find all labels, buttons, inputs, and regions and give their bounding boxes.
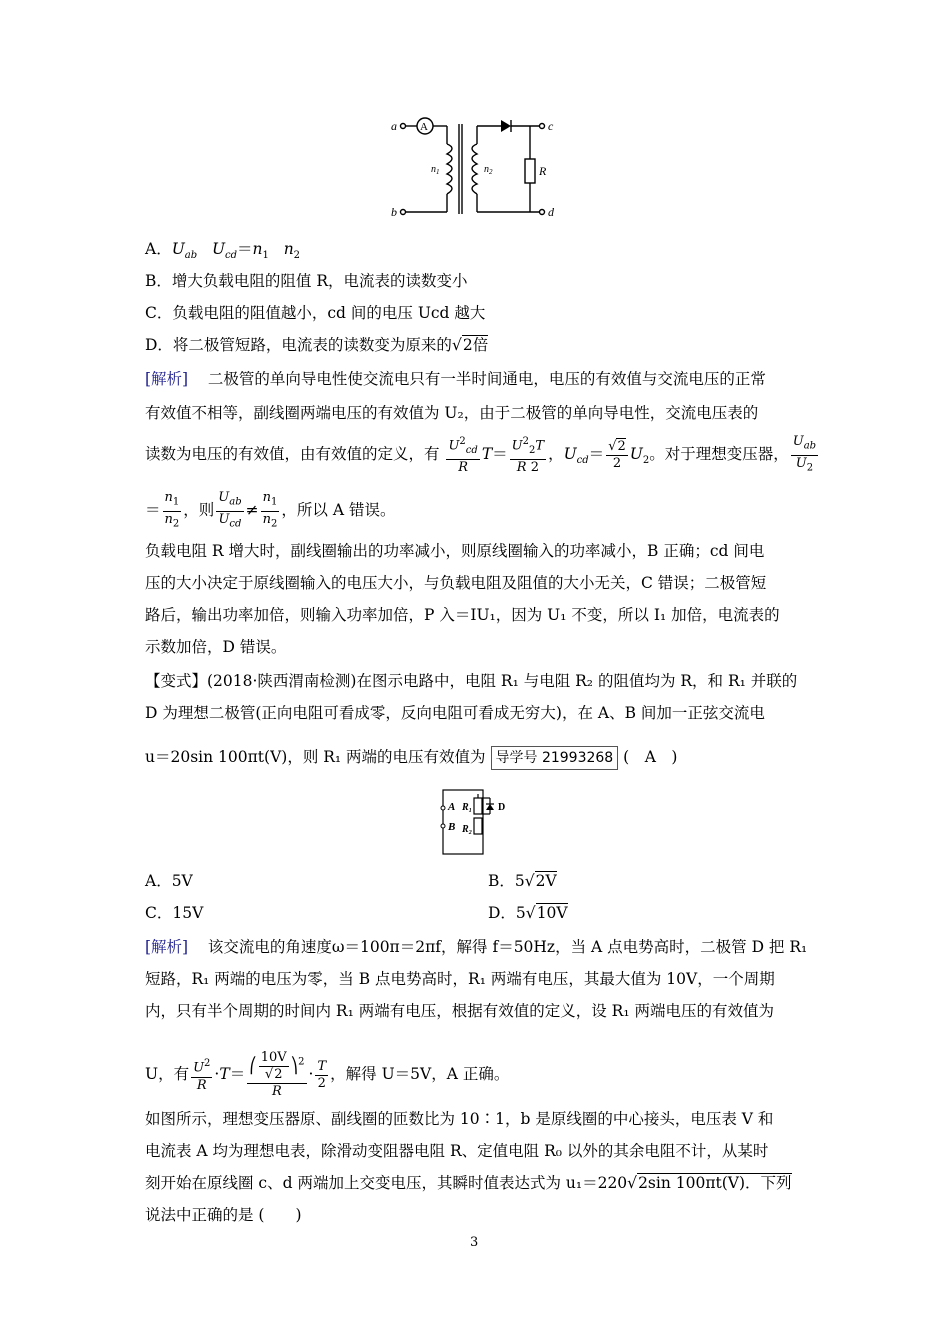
terminal-b-label: b: [391, 205, 397, 219]
q1-option-d-prefix: D．将二极管短路，电流表的读数变为原来的: [145, 336, 452, 354]
analysis1-line3: 读数为电压的有效值，由有效值的定义，有 $\frac{U^2_{cd}}{R}$ T＝ $\frac{U^2_2T}{R 2}$ ，$U_{cd}=$ $\frac{√2}{2}$ $U_2$。对于理想变压器， $\frac{U_{ab}}{U_2}$: [145, 434, 817, 476]
q2-option-b-suffix: 2V: [535, 872, 557, 890]
analysis2-line4-prefix: U，有: [145, 1065, 190, 1083]
variant-line3-prefix: u＝20sin 100πt(V)，则 R₁ 两端的电压有效值为: [145, 748, 486, 766]
n1-subscript: 1: [436, 168, 440, 176]
q2-option-c: C．15V: [145, 904, 204, 922]
n2-label: n: [484, 164, 489, 175]
question3-line4: 说法中正确的是 ( ): [145, 1206, 302, 1224]
analysis1-line1-text: 二极管的单向导电性使交流电只有一半时间通电，电压的有效值与交流电压的正常: [207, 370, 766, 388]
ammeter-label: A: [420, 121, 428, 133]
analysis1-line7: 路后，输出功率加倍，则输入功率加倍，P 入＝IU₁，因为 U₁ 不变，所以 I₁ 加倍，电流表的: [145, 606, 780, 624]
analysis1-line3-mid: 对于理想变压器，: [664, 445, 789, 464]
svg-text:n1: [431, 164, 440, 176]
analysis1-line6: 压的大小决定于原线圈输入的电压大小，与负载电阻及阻值的大小无关，C 错误；二极管短: [145, 574, 767, 592]
terminal-d-label: d: [548, 205, 554, 219]
analysis1-line2: 有效值不相等，副线圈两端电压的有效值为 U₂，由于二极管的单向导电性，交流电压表的: [145, 404, 759, 422]
analysis2-tag: [解析]: [145, 938, 189, 956]
question3-line3-suffix: 2sin 100πt(V)．下列: [638, 1174, 792, 1192]
terminal-a-label: a: [391, 119, 397, 133]
question3-line1: 如图所示，理想变压器原、副线圈的匝数比为 10∶1，b 是原线圈的中心接头，电压表 V 和: [145, 1110, 774, 1128]
resistor-R2-label: R₂: [462, 824, 473, 835]
variant-line2: D 为理想二极管(正向电阻可看成零，反向电阻可看成无穷大)，在 A、B 间加一正弦交流电: [145, 704, 765, 722]
q1-option-a: A．$U_{ab}$ $U_{cd}=n_1$ $n_2$: [145, 240, 301, 262]
analysis1-line3-prefix: 读数为电压的有效值，由有效值的定义，有: [145, 445, 440, 464]
analysis1-line4: ＝ $\frac{n_1}{n_2}$ ，则 $\frac{U_{ab}}{U_{cd}}$ ≠ $\frac{n_1}{n_2}$ ，所以 A 错误。: [145, 490, 396, 530]
q1-option-d: D．将二极管短路，电流表的读数变为原来的√2倍: [145, 336, 489, 354]
analysis1-line1: [145, 368, 766, 390]
q2-option-d: D．5√10V: [488, 904, 568, 922]
diode-D-label: D: [498, 802, 506, 813]
analysis2-line1-text: 该交流电的角速度ω＝100π＝2πf，解得 f＝50Hz，当 A 点电势高时，二极管 D 把 R₁: [207, 938, 808, 956]
page-number: 3: [470, 1235, 479, 1250]
q2-option-a: A．5V: [145, 872, 193, 890]
transformer-circuit-diagram: [385, 112, 565, 222]
variant-line1: 【变式】(2018·陕西渭南检测)在图示电路中，电阻 R₁ 与电阻 R₂ 的阻值均为 R，和 R₁ 并联的: [145, 672, 798, 690]
q1-option-b: B．增大负载电阻的阻值 R，电流表的读数变小: [145, 272, 468, 290]
svg-text:n2: [484, 164, 493, 176]
question3-line3-prefix: 刻开始在原线圈 c、d 两端加上交变电压，其瞬时值表达式为 u₁＝220: [145, 1174, 628, 1192]
guide-number-box: 导学号 21993268: [491, 746, 619, 770]
q1-option-c: C．负载电阻的阻值越小，cd 间的电压 Ucd 越大: [145, 304, 486, 322]
q2-option-b-prefix: B．5: [488, 872, 525, 890]
terminal-B-label: B: [448, 821, 456, 833]
analysis1-line8: 示数加倍，D 错误。: [145, 638, 287, 656]
analysis2-line3: 内，只有半个周期的时间内 R₁ 两端有电压，根据有效值的定义，设 R₁ 两端电压的有效值为: [145, 1002, 774, 1020]
q2-option-d-prefix: D．5: [488, 904, 526, 922]
analysis1-tag: [解析]: [145, 370, 189, 388]
q1-option-d-suffix: 2倍: [462, 336, 489, 354]
analysis2-line4: U，有 $\frac{U^2}{R}$ ·T＝ ⎛ $\frac{10V}{√2}$ ⎞$^2$ R · $\frac{T}{2}$ ，解得 U＝5V，A 正确。: [145, 1050, 510, 1099]
q2-option-b: B．5√2V: [488, 872, 557, 890]
analysis2-line2: 短路，R₁ 两端的电压为零，当 B 点电势高时，R₁ 两端有电压，其最大值为 10V，一个周期: [145, 970, 775, 988]
q1-option-a-prefix: A．: [145, 240, 172, 258]
analysis2-line1: [145, 936, 807, 958]
q2-option-d-suffix: 10V: [536, 904, 568, 922]
resistor-R1-label: R₁: [462, 802, 473, 813]
diode-resistor-circuit-diagram: [438, 788, 518, 858]
analysis1-line5: 负载电阻 R 增大时，副线圈输出的功率减小，则原线圈输入的功率减小，B 正确；cd 间电: [145, 542, 765, 560]
terminal-c-label: c: [548, 119, 554, 133]
terminal-A-label: A: [448, 801, 456, 813]
question3-line2: 电流表 A 均为理想电表，除滑动变阻器电阻 R、定值电阻 R₀ 以外的其余电阻不计，从某时: [145, 1142, 769, 1160]
variant-line3: [145, 746, 677, 770]
analysis1-line4-suffix: 所以 A 错误。: [296, 501, 396, 520]
variant-answer: ( A ): [623, 748, 678, 766]
n2-subscript: 2: [489, 168, 493, 176]
analysis2-line4-suffix: 解得 U＝5V，A 正确。: [345, 1065, 510, 1083]
n1-label: n: [431, 164, 436, 175]
resistor-R-label: R: [539, 164, 547, 178]
question3-line3: 刻开始在原线圈 c、d 两端加上交变电压，其瞬时值表达式为 u₁＝220√2sin 100πt(V)．下列: [145, 1174, 792, 1192]
